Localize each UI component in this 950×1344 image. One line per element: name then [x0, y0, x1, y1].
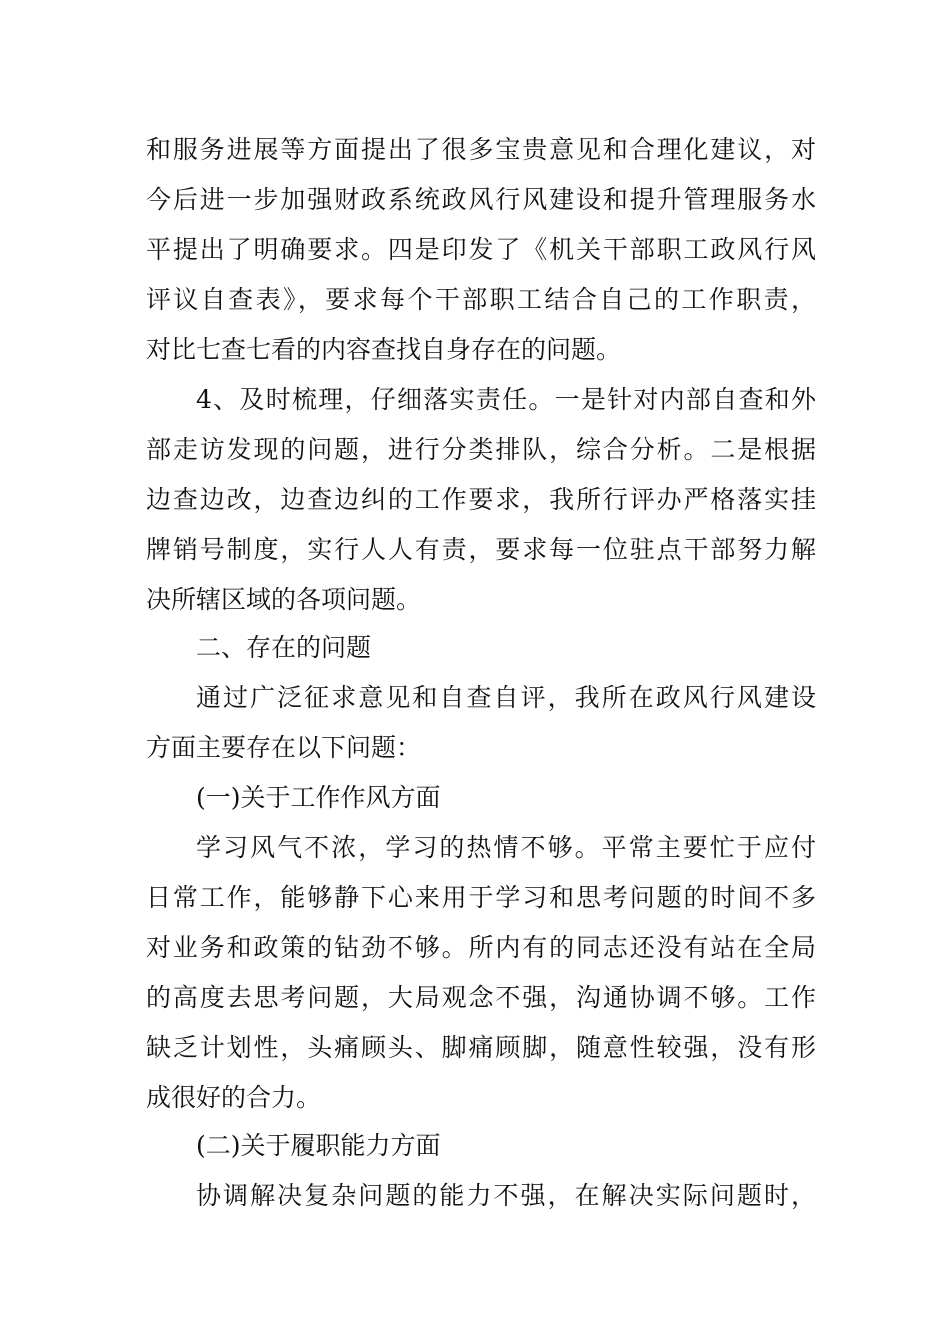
text-line: 对比七查七看的内容查找自身存在的问题。 — [146, 335, 622, 364]
text-line: 评议自查表》，要求每个干部职工结合自己的工作职责， — [146, 285, 816, 314]
section-heading: 二、存在的问题 — [196, 633, 372, 662]
text-line: 边查边改，边查边纠的工作要求，我所行评办严格落实挂 — [146, 485, 816, 514]
text-line: 方面主要存在以下问题： — [146, 733, 422, 762]
subsection-heading: (二)关于履职能力方面 — [196, 1131, 441, 1160]
paragraph-first-line: 4、及时梳理，仔细落实责任。一是针对内部自查和外 — [196, 385, 816, 414]
text-line: 缺乏计划性，头痛顾头、脚痛顾脚，随意性较强，没有形 — [146, 1033, 816, 1062]
text-line: 成很好的合力。 — [146, 1083, 322, 1112]
text-line: 决所辖区域的各项问题。 — [146, 585, 422, 614]
text-line: 对业务和政策的钻劲不够。所内有的同志还没有站在全局 — [146, 933, 816, 962]
paragraph-first-line: 通过广泛征求意见和自查自评，我所在政风行风建设 — [196, 683, 816, 712]
paragraph-first-line: 协调解决复杂问题的能力不强，在解决实际问题时， — [196, 1181, 816, 1210]
text-line: 日常工作，能够静下心来用于学习和思考问题的时间不多 — [146, 883, 816, 912]
text-line: 平提出了明确要求。四是印发了《机关干部职工政风行风 — [146, 235, 816, 264]
subsection-heading: (一)关于工作作风方面 — [196, 783, 441, 812]
paragraph-first-line: 学习风气不浓，学习的热情不够。平常主要忙于应付 — [196, 833, 816, 862]
text-line: 和服务进展等方面提出了很多宝贵意见和合理化建议，对 — [146, 135, 816, 164]
text-line: 今后进一步加强财政系统政风行风建设和提升管理服务水 — [146, 185, 816, 214]
text-line: 牌销号制度，实行人人有责，要求每一位驻点干部努力解 — [146, 535, 816, 564]
text-line: 部走访发现的问题，进行分类排队，综合分析。二是根据 — [146, 435, 816, 464]
text-line: 的高度去思考问题，大局观念不强，沟通协调不够。工作 — [146, 983, 816, 1012]
